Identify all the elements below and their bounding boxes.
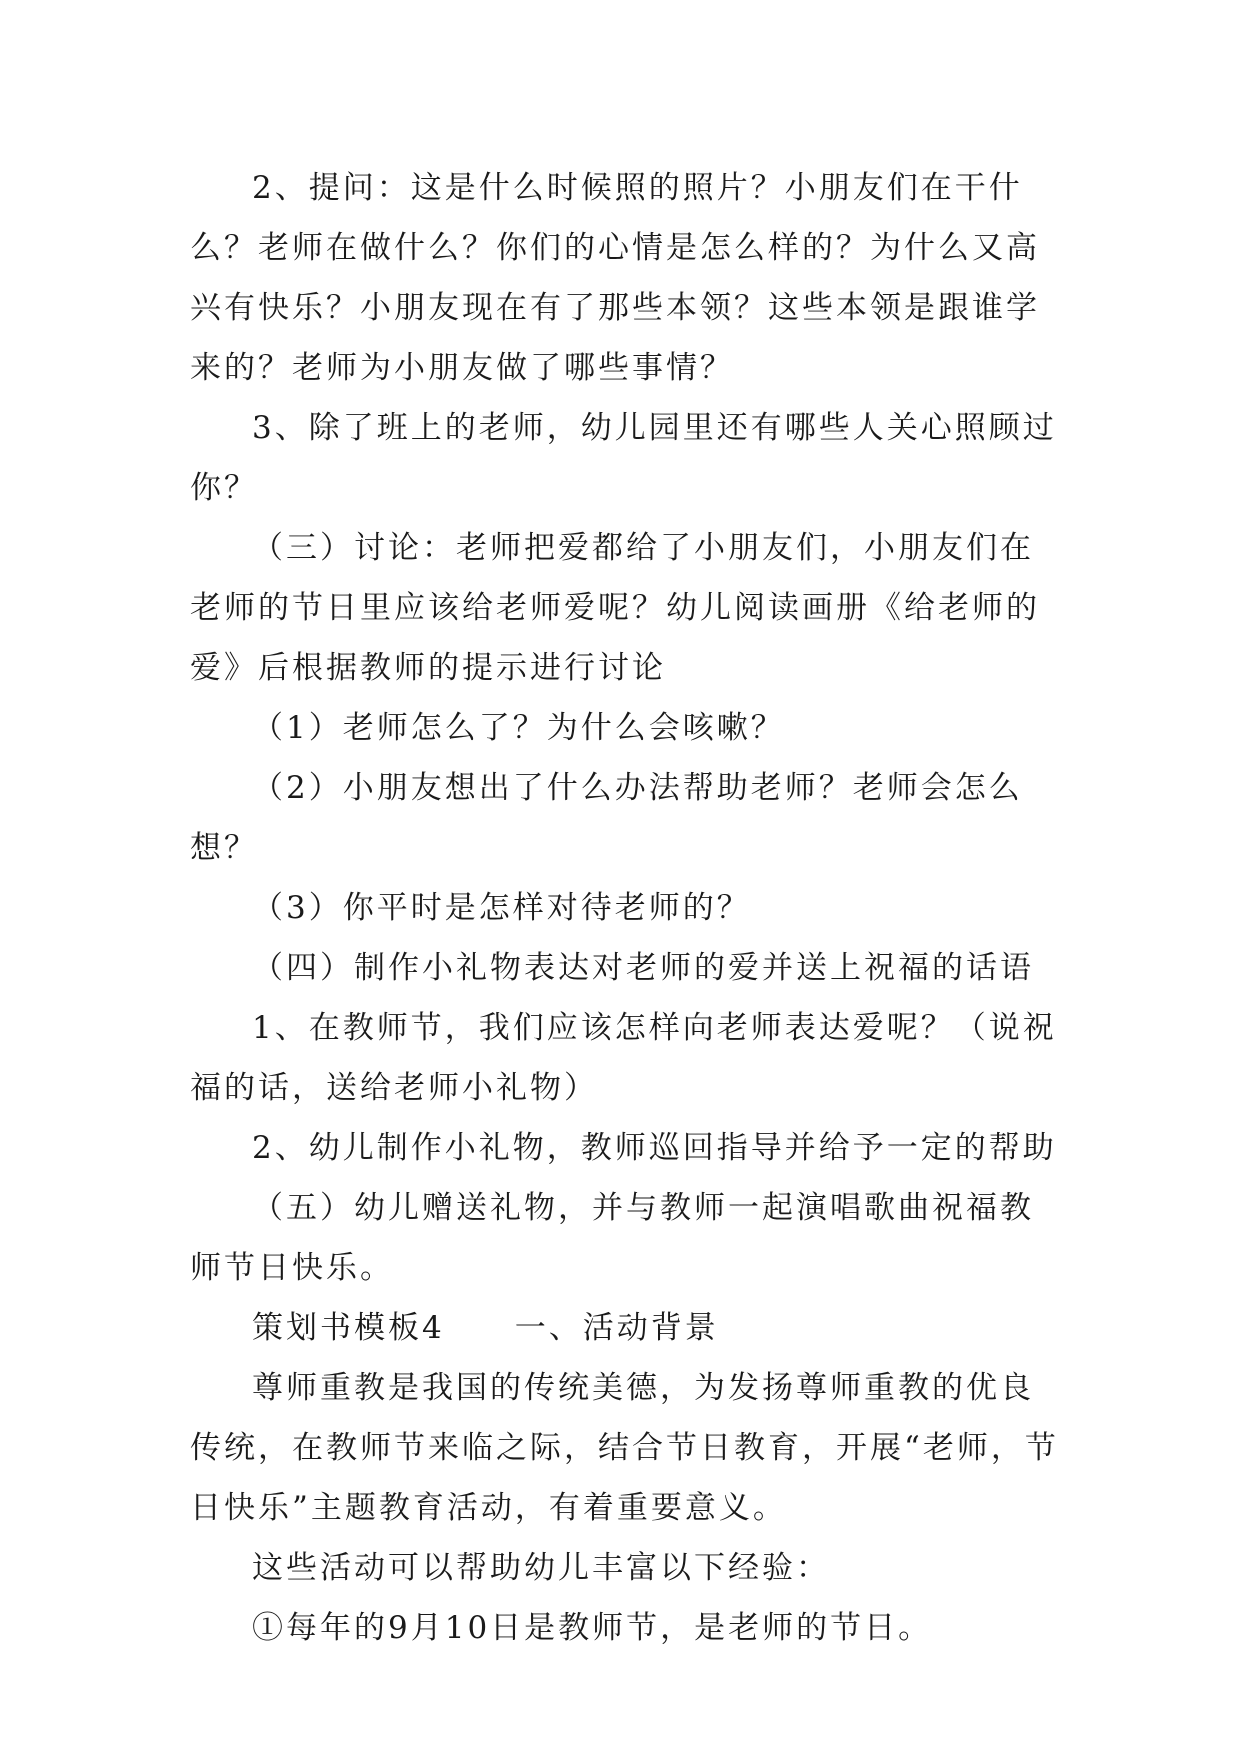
heading-template-label: 策划书模板4: [252, 1310, 445, 1346]
paragraph-discussion-3: （三）讨论：老师把爱都给了小朋友们，小朋友们在老师的节日里应该给老师爱呢？幼儿阅读画册《给老师的爱》后根据教师的提示进行讨论: [190, 530, 1040, 686]
paragraph-background: 尊师重教是我国的传统美德，为发扬尊师重教的优良传统，在教师节来临之际，结合节日教育，开展“老师，节日快乐”主题教育活动，有着重要意义。: [190, 1370, 1059, 1526]
paragraph-question-2: 2、提问：这是什么时候照的照片？小朋友们在干什么？老师在做什么？你们的心情是怎么样的？为什么又高兴有快乐？小朋友现在有了那些本领？这些本领是跟谁学来的？老师为小朋友做了哪些事情？: [190, 170, 1040, 386]
paragraph-step-2: 2、幼儿制作小礼物，教师巡回指导并给予一定的帮助: [252, 1130, 1057, 1166]
paragraph-section-5: （五）幼儿赠送礼物，并与教师一起演唱歌曲祝福教师节日快乐。: [190, 1190, 1034, 1286]
paragraph-experience-intro: 这些活动可以帮助幼儿丰富以下经验：: [252, 1550, 830, 1586]
document-body: [190, 158, 1060, 1658]
paragraph-question-3: 3、除了班上的老师，幼儿园里还有哪些人关心照顾过你？: [190, 410, 1057, 506]
paragraph-item-2: （2）小朋友想出了什么办法帮助老师？老师会怎么想？: [190, 770, 1023, 866]
paragraph-item-3: （3）你平时是怎样对待老师的？: [252, 890, 751, 926]
heading-section-title: 一、活动背景: [514, 1310, 719, 1346]
paragraph-item-1: （1）老师怎么了？为什么会咳嗽？: [252, 710, 785, 746]
paragraph-experience-1: ①每年的9月10日是教师节，是老师的节日。: [252, 1610, 933, 1646]
section-heading: [190, 1298, 1060, 1358]
paragraph-step-1: 1、在教师节，我们应该怎样向老师表达爱呢？（说祝福的话，送给老师小礼物）: [190, 1010, 1057, 1106]
paragraph-section-4: （四）制作小礼物表达对老师的爱并送上祝福的话语: [252, 950, 1034, 986]
